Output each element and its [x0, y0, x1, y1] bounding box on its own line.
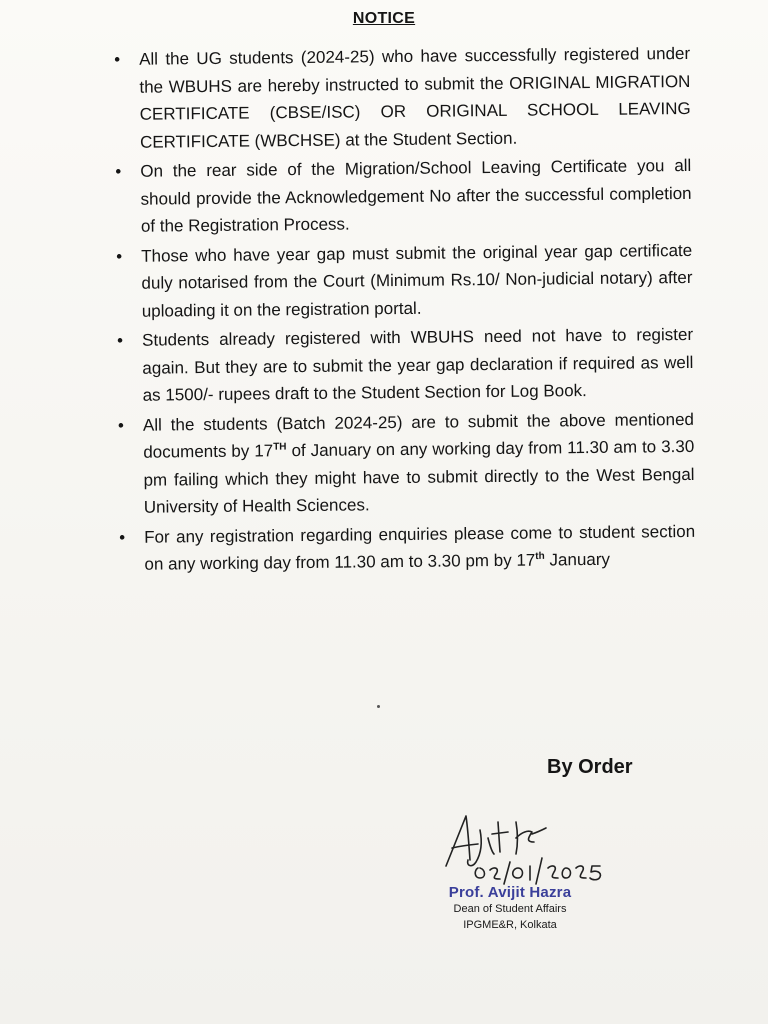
by-order-label: By Order	[547, 756, 633, 778]
notice-item-text-start: For any registration regarding enquiries please come to student section on any working day from 11.30 am to 3.30 pm by 17	[144, 521, 696, 574]
ordinal-suffix: th	[535, 550, 545, 562]
bullet-icon: •	[116, 246, 123, 266]
signatory-institution: IPGME&R, Kolkata	[463, 919, 557, 931]
ink-speck	[377, 705, 380, 708]
notice-list	[112, 40, 696, 581]
handwritten-signature	[436, 808, 626, 888]
notice-title: NOTICE	[352, 10, 416, 27]
notice-item-text: All the UG students (2024-25) who have successfully registered under the WBUHS are hereby instructed to submit the ORIGINAL MIGRATION CERTIFICATE (CBSE/ISC) OR ORIGINAL SCHOOL LEAVING CERTIFICATE (WBCHSE) at the Student Section.	[139, 43, 691, 152]
notice-item-text: On the rear side of the Migration/School Leaving Certificate you all should provide the Acknowledgement No after the successful completion of the Registration Process.	[140, 155, 692, 236]
notice-item-text-end: January	[544, 549, 611, 570]
list-item	[116, 405, 695, 521]
list-item	[117, 517, 696, 578]
bullet-icon: •	[117, 415, 125, 435]
bullet-icon: •	[119, 527, 126, 547]
list-item	[114, 236, 693, 325]
notice-item-text-start: All the students (Batch 2024-25) are to submit the above mentioned documents by 17	[142, 409, 695, 462]
notice-item-text: Students already registered with WBUHS need not have to register again. But they are to submit the year gap declaration if required as well as 1500/- rupees draft to the Student Section for Log Book.	[141, 324, 694, 405]
bullet-icon: •	[116, 330, 124, 350]
bullet-icon: •	[114, 49, 121, 69]
signatory-name: Prof. Avijit Hazra	[448, 884, 572, 901]
list-item	[113, 152, 692, 241]
notice-item-text: Those who have year gap must submit the original year gap certificate duly notarised from the Court (Minimum Rs.10/ Non-judicial notary) after uploading it on the registration portal.	[141, 240, 693, 321]
signatory-designation: Dean of Student Affairs	[453, 903, 567, 915]
ordinal-suffix: TH	[273, 441, 287, 453]
notice-item-text-end: of January on any working day from 11.30 am to 3.30 pm failing which they might have to submit directly to the West Bengal University of Health Sciences.	[143, 436, 695, 517]
signatory-block	[380, 884, 640, 933]
list-item	[115, 321, 694, 410]
list-item	[112, 40, 691, 156]
bullet-icon: •	[115, 161, 122, 181]
